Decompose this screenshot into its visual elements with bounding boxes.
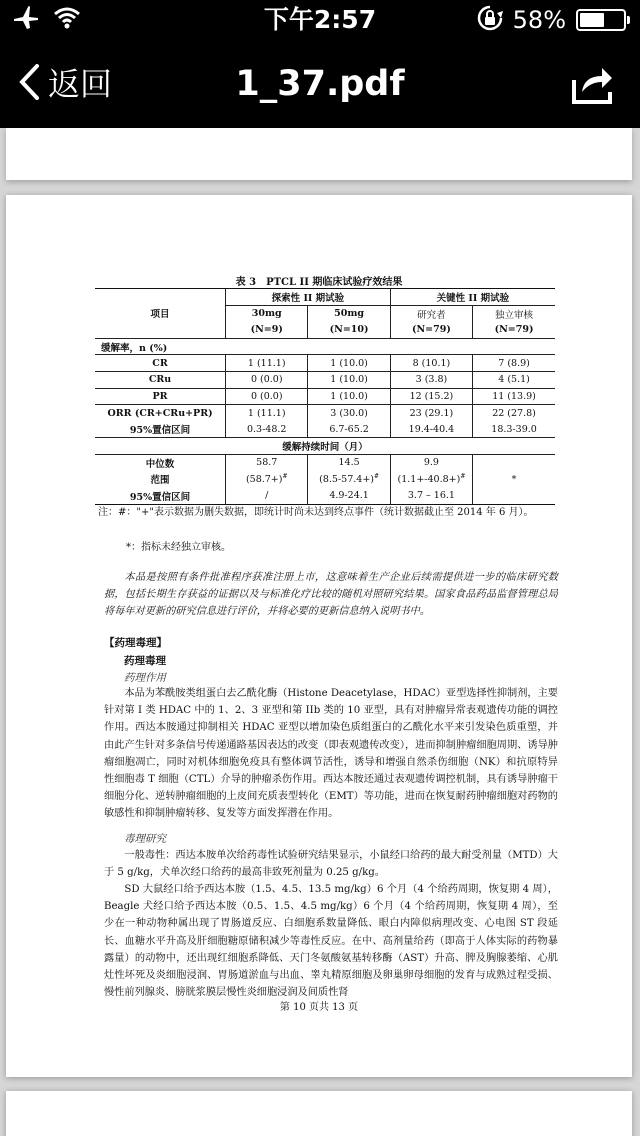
table-cell bbox=[473, 454, 555, 471]
table-col-header: 独立审核 bbox=[473, 305, 555, 322]
table-cell: 18.3-39.0 bbox=[473, 421, 555, 438]
table-cell: (58.7+)# bbox=[226, 471, 308, 488]
table-cell: 4 (5.1) bbox=[473, 371, 555, 388]
table-cell: 8 (10.1) bbox=[390, 355, 472, 372]
table-cell: / bbox=[226, 488, 308, 505]
table-cell: 9.9 bbox=[390, 454, 472, 471]
page-footer: 第 10 页共 13 页 bbox=[279, 1002, 359, 1013]
toxicology-title: 毒理研究 bbox=[124, 833, 166, 845]
table-note-2: *：指标未经独立审核。 bbox=[126, 542, 231, 553]
table-title: 表 3 PTCL II 期临床试验疗效结果 bbox=[235, 277, 403, 288]
table-cell bbox=[473, 488, 555, 505]
row-label: 95%置信区间 bbox=[95, 421, 226, 438]
table-section-duration: 缓解持续时间（月） bbox=[95, 438, 555, 455]
battery-fill bbox=[580, 13, 604, 27]
row-label: 中位数 bbox=[145, 458, 175, 470]
table-header-group1: 探索性 II 期试验 bbox=[226, 289, 391, 306]
battery-icon bbox=[576, 9, 626, 31]
section-header: 【药理毒理】 bbox=[104, 637, 167, 649]
pharmacology-paragraph: 本品为苯酰胺类组蛋白去乙酰化酶（Histone Deacetylase，HDAC）亚型选择性抑制剂，主要针对第 I 类 HDAC 中的 1、2、3 亚型和第 IIb 类的 10 亚型，具有对肿瘤异常表观遗传功能的调控作用。西达本胺通过抑制相关 HDAC 亚型以增加染色质组蛋白的乙酰化水平来引发染色质重塑，并由此产生针对多条信号传递通路基因表达的改变（即表观遗传改变），进而抑制肿瘤细胞周期、诱导肿瘤细胞凋亡，同时对机体细胞免疫具有整体调节活性，诱导和增强自然杀伤细胞（NK）和抗原特异性细胞毒 T 细胞（CTL）介导的肿瘤杀伤作用。西达本胺还通过表观遗传调控机制，具有诱导肿瘤干细胞分化、逆转肿瘤细胞的上皮间充质表型转化（EMT）等功能，进而在恢复耐药肿瘤细胞对药物的敏感性和抑制肿瘤转移、复发等方面发挥潜在作用。 bbox=[104, 688, 558, 820]
sub-header: 药理毒理 bbox=[124, 655, 166, 667]
row-label: CR bbox=[95, 355, 226, 372]
table-row bbox=[95, 355, 555, 372]
table-row bbox=[95, 405, 555, 422]
table-cell: * bbox=[473, 471, 555, 488]
table-cell: (8.5-57.4+)# bbox=[308, 471, 390, 488]
efficacy-table bbox=[95, 288, 555, 505]
table-row bbox=[95, 421, 555, 438]
table-row bbox=[95, 388, 555, 405]
nav-bar bbox=[0, 40, 640, 128]
table-section-response: 缓解率，n (%) bbox=[95, 338, 555, 355]
share-button[interactable] bbox=[570, 62, 614, 106]
table-cell: (1.1+-40.8+)# bbox=[390, 471, 472, 488]
table-col-header: 30mg bbox=[226, 305, 308, 322]
pharmacology-title: 药理作用 bbox=[124, 672, 166, 684]
document-title: 1_37.pdf bbox=[235, 64, 405, 104]
battery-percent: 58% bbox=[512, 6, 566, 34]
table-col-n: (N=10) bbox=[308, 322, 390, 339]
table-header-group2: 关键性 II 期试验 bbox=[390, 289, 555, 306]
next-page bbox=[6, 1091, 632, 1136]
app-header bbox=[0, 0, 640, 128]
table-cell: 58.7 bbox=[226, 454, 308, 471]
share-icon bbox=[570, 62, 614, 106]
row-label: 范围 bbox=[150, 475, 170, 487]
table-cell: 3.7 – 16.1 bbox=[390, 488, 472, 505]
table-cell: 6.7-65.2 bbox=[308, 421, 390, 438]
row-label: PR bbox=[95, 388, 226, 405]
table-cell: 1 (10.0) bbox=[308, 355, 390, 372]
table-cell: 0 (0.0) bbox=[226, 371, 308, 388]
previous-page bbox=[6, 128, 632, 180]
table-header-item: 项目 bbox=[95, 289, 226, 339]
row-label: CRu bbox=[95, 371, 226, 388]
table-row bbox=[95, 488, 555, 505]
toxicology-paragraph-1: 一般毒性：西达本胺单次给药毒性试验研究结果显示，小鼠经口给药的最大耐受剂量（MTD）大于 5 g/kg，犬单次经口给药的最高非致死剂量为 0.25 g/kg。 bbox=[104, 850, 558, 879]
table-col-n: (N=9) bbox=[226, 322, 308, 339]
table-cell: 4.9-24.1 bbox=[308, 488, 390, 505]
table-cell: 19.4-40.4 bbox=[390, 421, 472, 438]
status-bar bbox=[0, 0, 640, 40]
table-cell: 14.5 bbox=[308, 454, 390, 471]
back-button[interactable] bbox=[18, 62, 112, 106]
row-label: ORR (CR+CRu+PR) bbox=[107, 407, 213, 419]
table-cell: 7 (8.9) bbox=[473, 355, 555, 372]
pdf-page bbox=[6, 195, 632, 1077]
toxicology-paragraph-2: SD 大鼠经口给予西达本胺（1.5、4.5、13.5 mg/kg）6 个月（4 个给药周期，恢复期 4 周），Beagle 犬经口给予西达本胺（0.5、1.5、4.5 mg/kg）6 个月（4 个给药周期，恢复期 4 周），至少在一种动物种属出现了胃肠道反应、白细胞系数量降低、眼白内障似病理改变、心电图 ST 段延长、血糖水平升高及肝细胞糖原储积减少等毒性反应。在中、高剂量给药（即高于人体实际的药物暴露量）的动物中，还出现红细胞系降低、天门冬氨酸氨基转移酶（AST）升高、脾及胸腺萎缩、心肌灶性坏死及炎细胞浸润、胃肠道淤血与出血、睾丸精原细胞及卵巢卵母细胞的发育与成熟过程受损、慢性前列腺炎、膀胱浆膜层慢性炎细胞浸润及间质性肾 bbox=[104, 884, 558, 999]
table-note-1: 注：#："+"表示数据为删失数据，即统计时尚未达到终点事件（统计数据截止至 2014 年 6 月）。 bbox=[98, 507, 534, 518]
table-cell: 22 (27.8) bbox=[473, 405, 555, 422]
table-cell: 23 (29.1) bbox=[390, 405, 472, 422]
table-cell: 12 (15.2) bbox=[390, 388, 472, 405]
table-row bbox=[95, 371, 555, 388]
table-col-header: 50mg bbox=[308, 305, 390, 322]
table-cell: 1 (10.0) bbox=[308, 388, 390, 405]
table-row bbox=[95, 471, 555, 488]
chevron-left-icon bbox=[18, 64, 40, 104]
table-cell: 1 (11.1) bbox=[226, 405, 308, 422]
table-col-n: (N=79) bbox=[473, 322, 555, 339]
conditional-approval-note: 本品是按照有条件批准程序获准注册上市，这意味着生产企业后续需提供进一步的临床研究数据，包括长期生存获益的证据以及与标准化疗比较的随机对照研究结果。国家食品药品监督管理总局将每年对更新的研究信息进行评价，并将必要的更新信息纳入说明书中。 bbox=[104, 572, 558, 617]
table-cell: 0.3-48.2 bbox=[226, 421, 308, 438]
table-col-header: 研究者 bbox=[390, 305, 472, 322]
table-cell: 1 (10.0) bbox=[308, 371, 390, 388]
rotation-lock-icon bbox=[477, 5, 503, 35]
status-time: 下午2:57 bbox=[263, 5, 377, 34]
table-cell: 3 (30.0) bbox=[308, 405, 390, 422]
table-cell: 0 (0.0) bbox=[226, 388, 308, 405]
table-cell: 1 (11.1) bbox=[226, 355, 308, 372]
back-label: 返回 bbox=[48, 65, 113, 103]
table-col-n: (N=79) bbox=[390, 322, 472, 339]
table-row bbox=[95, 454, 555, 471]
table-cell: 11 (13.9) bbox=[473, 388, 555, 405]
table-cell: 3 (3.8) bbox=[390, 371, 472, 388]
row-label: 95%置信区间 bbox=[95, 488, 226, 505]
